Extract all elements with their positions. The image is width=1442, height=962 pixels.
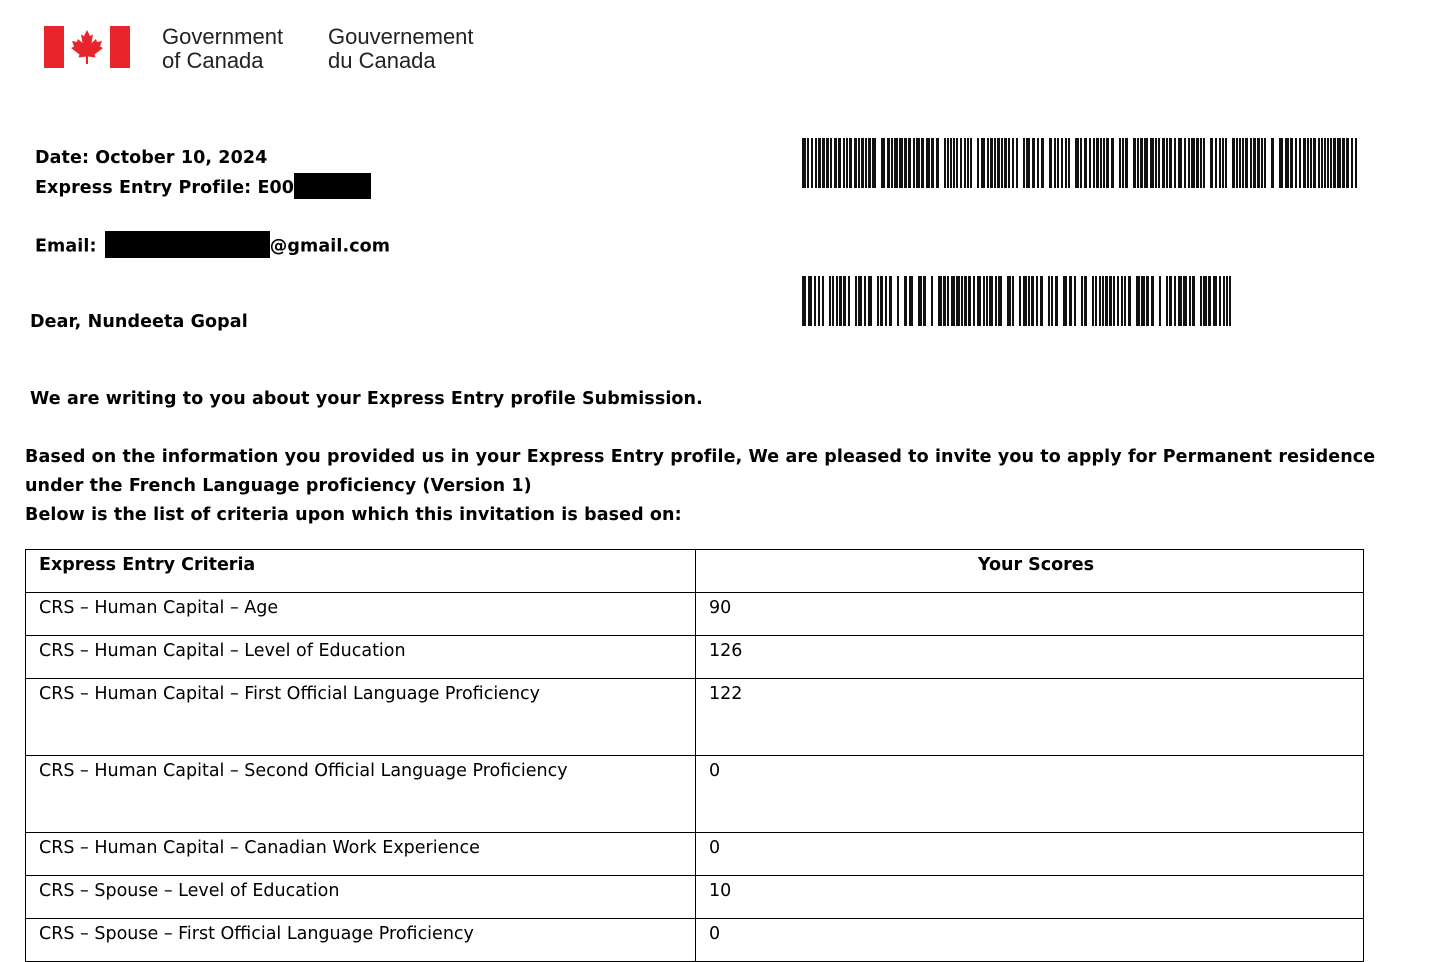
barcode-bar — [1031, 276, 1034, 326]
barcode-bar — [1125, 138, 1128, 188]
government-of-canada-wordmark-en — [162, 25, 283, 73]
barcode-bar — [1023, 276, 1027, 326]
barcode-bar — [1096, 138, 1099, 188]
barcode-bar — [1150, 138, 1154, 188]
barcode-bar — [1102, 276, 1104, 326]
barcode-bar — [1133, 138, 1136, 188]
barcode-bar — [1019, 276, 1021, 326]
barcode-bar — [1236, 138, 1238, 188]
barcode-bar — [1032, 138, 1035, 188]
barcode-bar — [1057, 138, 1059, 188]
barcode-bar — [1081, 276, 1083, 326]
redaction-bar — [294, 173, 371, 199]
barcode-bar — [1330, 138, 1332, 188]
barcode-bar — [897, 276, 899, 326]
barcode-bar — [881, 138, 885, 188]
barcode-bar — [947, 276, 949, 326]
intro-paragraph: We are writing to you about your Express Entry profile Submission. — [30, 389, 703, 409]
score-cell: 10 — [696, 876, 1364, 919]
barcode-bar — [1122, 138, 1124, 188]
barcode-bar — [1253, 138, 1256, 188]
barcode-bar — [1239, 138, 1241, 188]
body-line-1: Based on the information you provided us in your Express Entry profile, We are pleased to invite you to apply for Permanent residence — [25, 447, 1376, 467]
barcode-bar — [843, 276, 846, 326]
barcode-bar — [967, 138, 969, 188]
barcode-bar — [818, 276, 820, 326]
barcode-bar — [1084, 276, 1087, 326]
barcode-bar — [1124, 276, 1126, 326]
barcode-bar — [970, 138, 972, 188]
barcode-bar — [1144, 138, 1148, 188]
barcode-bar — [1004, 138, 1007, 188]
government-of-canada-wordmark-fr — [328, 25, 474, 73]
barcode-bar — [1355, 138, 1357, 188]
barcode-bar — [947, 138, 949, 188]
barcode-bar — [1068, 138, 1070, 188]
barcode-bar — [1128, 276, 1131, 326]
barcode-bar — [1324, 138, 1326, 188]
criteria-cell: CRS – Human Capital – Level of Education — [26, 636, 696, 679]
barcode-bar — [872, 138, 876, 188]
barcode-bar — [1351, 138, 1353, 188]
barcode-bar — [818, 138, 821, 188]
barcode-bar — [904, 276, 907, 326]
barcode-bar — [909, 276, 913, 326]
barcode-bar — [868, 138, 871, 188]
body-line-2: under the French Language proficiency (Version 1) — [25, 476, 532, 496]
barcode-bar — [936, 138, 939, 188]
barcode-bar — [1245, 138, 1248, 188]
barcode-bar — [1121, 276, 1123, 326]
barcode-bar — [815, 138, 817, 188]
barcode-bar — [1141, 276, 1145, 326]
barcode-bar — [1051, 276, 1053, 326]
barcode-bar — [986, 276, 988, 326]
barcode-bar — [1337, 138, 1341, 188]
barcode-bar — [1048, 276, 1050, 326]
barcode-bar — [1226, 276, 1228, 326]
barcode-bar — [1080, 138, 1082, 188]
barcode-bar — [826, 138, 829, 188]
table-row — [26, 876, 1364, 919]
barcode-bar — [1290, 138, 1293, 188]
barcode-bar — [1219, 138, 1221, 188]
barcode-bar — [1271, 138, 1274, 188]
barcode-bar — [951, 276, 955, 326]
barcode-bar — [1327, 138, 1329, 188]
barcode-bar — [1162, 138, 1165, 188]
barcode-bar — [989, 276, 993, 326]
barcode-bar — [1099, 276, 1101, 326]
criteria-score-table — [25, 549, 1364, 962]
barcode-bar — [1049, 138, 1052, 188]
barcode-bar — [839, 276, 842, 326]
barcode-bar — [1196, 138, 1199, 188]
barcode-bar — [1023, 138, 1025, 188]
barcode-bar — [1178, 276, 1182, 326]
email-suffix: @gmail.com — [269, 236, 391, 257]
barcode-bar — [807, 138, 809, 188]
barcode-bar — [1299, 138, 1301, 188]
barcode-bar — [1342, 138, 1345, 188]
wordmark-en-line1: Government — [162, 24, 284, 49]
barcode-bar — [1166, 138, 1168, 188]
barcode-bar — [846, 138, 848, 188]
redaction-bar — [105, 231, 270, 258]
wordmark-fr-line1: Gouvernement — [328, 24, 474, 49]
barcode-bar — [1008, 138, 1010, 188]
barcode-bar — [981, 138, 985, 188]
barcode-bar — [1016, 138, 1018, 188]
barcode-bar — [1222, 138, 1224, 188]
barcode-bar — [1158, 138, 1160, 188]
barcode-bar — [1037, 138, 1039, 188]
barcode-bar — [1264, 138, 1266, 188]
barcode-bar — [829, 276, 831, 326]
criteria-cell: CRS – Spouse – First Official Language Proficiency — [26, 919, 696, 962]
score-cell: 126 — [696, 636, 1364, 679]
barcode-bar — [987, 138, 989, 188]
canada-flag-icon — [44, 26, 130, 68]
barcode-bar — [964, 138, 966, 188]
wordmark-fr-line2: du Canada — [328, 48, 436, 73]
barcode-bar — [1089, 138, 1091, 188]
barcode-bar — [1295, 138, 1297, 188]
barcode-bar — [832, 276, 834, 326]
barcode-bar — [968, 276, 971, 326]
barcode-bar — [1040, 276, 1043, 326]
barcode-bar — [1219, 276, 1221, 326]
table-row — [26, 833, 1364, 876]
barcode-bar — [1261, 138, 1263, 188]
score-cell: 0 — [696, 919, 1364, 962]
score-cell: 122 — [696, 679, 1364, 756]
barcode-bar — [1113, 276, 1115, 326]
barcode-bar — [1225, 138, 1227, 188]
barcode-bar — [1229, 276, 1231, 326]
salutation: Dear, Nundeeta Gopal — [30, 312, 248, 332]
barcode-bar — [822, 276, 824, 326]
barcode-bar — [843, 138, 845, 188]
barcode-graphic — [802, 276, 1238, 326]
barcode-bar — [997, 138, 1000, 188]
barcode-bar — [838, 138, 841, 188]
barcode-bar — [1103, 138, 1105, 188]
barcode-bar — [861, 138, 864, 188]
barcode-bar — [802, 276, 806, 326]
criteria-cell: CRS – Human Capital – First Official Language Proficiency — [26, 679, 696, 756]
barcode-bar — [998, 276, 1002, 326]
barcode-bar — [1346, 138, 1349, 188]
barcode-bar — [865, 138, 867, 188]
barcode-bar — [1183, 276, 1187, 326]
barcode-bar — [877, 276, 879, 326]
barcode-bar — [953, 138, 955, 188]
barcode-bar — [894, 138, 898, 188]
barcode-bar — [848, 276, 850, 326]
barcode-bar — [956, 138, 958, 188]
barcode-bar — [1188, 138, 1190, 188]
barcode-bar — [855, 276, 857, 326]
barcode-bar — [1065, 138, 1067, 188]
profile-label: Express Entry Profile: E00 — [35, 178, 295, 198]
table-header-row — [26, 550, 1364, 593]
barcode-bar — [931, 276, 933, 326]
barcode-bar — [977, 276, 981, 326]
barcode-bar — [849, 138, 852, 188]
barcode-bar — [1084, 138, 1087, 188]
table-row — [26, 636, 1364, 679]
barcode-bar — [1178, 138, 1182, 188]
barcode-bar — [1285, 138, 1289, 188]
barcode-bar — [1074, 276, 1076, 326]
barcode-bar — [1136, 276, 1140, 326]
barcode-bar — [1092, 276, 1094, 326]
barcode-bar — [956, 276, 960, 326]
barcode-bar — [1200, 276, 1202, 326]
barcode-bar — [1189, 276, 1191, 326]
barcode-bar — [836, 276, 838, 326]
barcode-bar — [1232, 138, 1235, 188]
barcode-bar — [950, 138, 952, 188]
barcode-bar — [1169, 276, 1172, 326]
body-line-3: Below is the list of criteria upon which this invitation is based on: — [25, 505, 682, 525]
barcode-bar — [885, 276, 887, 326]
barcode-graphic — [802, 138, 1360, 188]
email-label: Email: — [35, 236, 97, 257]
barcode-bar — [1257, 138, 1260, 188]
barcode-bar — [1061, 138, 1063, 188]
barcode-bar — [1333, 138, 1336, 188]
barcode-bar — [887, 138, 890, 188]
wordmark-en-line2: of Canada — [162, 48, 264, 73]
barcode-bar — [1028, 276, 1030, 326]
barcode-bar — [1200, 138, 1202, 188]
barcode-bar — [1151, 276, 1154, 326]
barcode-bar — [1055, 276, 1058, 326]
barcode-bar — [973, 276, 975, 326]
barcode-bar — [938, 276, 942, 326]
barcode-bar — [1192, 276, 1195, 326]
barcode-bar — [1250, 138, 1252, 188]
table-row — [26, 919, 1364, 962]
barcode-bar — [1026, 138, 1030, 188]
barcode-bar — [931, 138, 934, 188]
criteria-cell: CRS – Human Capital – Canadian Work Experience — [26, 833, 696, 876]
barcode-bar — [1146, 276, 1149, 326]
barcode-bar — [1093, 138, 1095, 188]
barcode-bar — [1155, 138, 1157, 188]
barcode-bar — [802, 138, 806, 188]
table-row — [26, 593, 1364, 636]
barcode-bar — [913, 138, 915, 188]
criteria-cell: CRS – Human Capital – Second Official Language Proficiency — [26, 756, 696, 833]
barcode-bar — [977, 138, 979, 188]
barcode-bar — [1063, 276, 1067, 326]
barcode-bar — [891, 138, 893, 188]
barcode-bar — [1169, 138, 1172, 188]
table-row — [26, 756, 1364, 833]
barcode-bar — [961, 276, 963, 326]
barcode-bar — [811, 138, 813, 188]
barcode-bar — [854, 138, 857, 188]
barcode-bar — [1242, 138, 1244, 188]
barcode-bar — [918, 276, 922, 326]
criteria-cell: CRS – Human Capital – Age — [26, 593, 696, 636]
barcode-bar — [1174, 276, 1176, 326]
barcode-bar — [1117, 276, 1119, 326]
barcode-bar — [1075, 138, 1079, 188]
barcode-bar — [1106, 138, 1109, 188]
barcode-bar — [834, 138, 837, 188]
barcode-bar — [921, 138, 924, 188]
barcode-bar — [923, 276, 926, 326]
barcode-bar — [899, 138, 903, 188]
barcode-bar — [822, 138, 825, 188]
barcode-bar — [1100, 138, 1102, 188]
barcode-bar — [814, 276, 816, 326]
barcode-bar — [1223, 276, 1225, 326]
barcode-bar — [995, 276, 997, 326]
criteria-cell: CRS – Spouse – Level of Education — [26, 876, 696, 919]
email-line — [35, 235, 390, 258]
barcode-bar — [926, 138, 930, 188]
barcode-bar — [994, 138, 996, 188]
barcode-bar — [1215, 138, 1217, 188]
barcode-bar — [916, 138, 920, 188]
barcode-bar — [904, 138, 907, 188]
barcode-bar — [983, 276, 985, 326]
barcode-bar — [1140, 138, 1143, 188]
barcode-bar — [808, 276, 812, 326]
barcode-bar — [1109, 276, 1112, 326]
barcode-bar — [1159, 276, 1161, 326]
score-cell: 90 — [696, 593, 1364, 636]
barcode-bar — [1166, 276, 1168, 326]
barcode-bar — [830, 138, 832, 188]
barcode-bar — [1303, 138, 1306, 188]
barcode-bar — [1111, 138, 1114, 188]
barcode-bar — [1313, 138, 1316, 188]
barcode-bar — [1105, 276, 1108, 326]
barcode-bar — [1307, 138, 1309, 188]
score-cell: 0 — [696, 833, 1364, 876]
barcode-bar — [1137, 138, 1139, 188]
barcode-bar — [880, 276, 883, 326]
score-cell: 0 — [696, 756, 1364, 833]
barcode-bar — [1174, 138, 1176, 188]
barcode-bar — [1012, 276, 1014, 326]
barcode-bar — [1119, 138, 1121, 188]
table-row — [26, 679, 1364, 756]
barcode-bar — [1191, 138, 1195, 188]
barcode-bar — [1203, 138, 1205, 188]
barcode-bar — [944, 138, 946, 188]
barcode-bar — [1210, 138, 1213, 188]
barcode-bar — [889, 276, 892, 326]
barcode-bar — [1054, 138, 1056, 188]
barcode-bar — [1208, 276, 1211, 326]
barcode-bar — [960, 138, 962, 188]
barcode-bar — [1036, 276, 1038, 326]
barcode-bar — [1095, 276, 1097, 326]
barcode-bar — [1069, 276, 1072, 326]
column-header-criteria: Express Entry Criteria — [26, 550, 696, 593]
barcode-bar — [990, 138, 993, 188]
barcode-bar — [858, 138, 860, 188]
barcode-bar — [864, 276, 866, 326]
barcode-bar — [1310, 138, 1312, 188]
barcode-bar — [1007, 276, 1011, 326]
barcode-bar — [908, 138, 911, 188]
barcode-bar — [964, 276, 967, 326]
barcode-bar — [1321, 138, 1323, 188]
barcode-bar — [868, 276, 872, 326]
barcode-bar — [1279, 138, 1283, 188]
barcode-bar — [1184, 138, 1186, 188]
barcode-bar — [1213, 276, 1217, 326]
barcode-bar — [1203, 276, 1207, 326]
barcode-bar — [1012, 138, 1014, 188]
column-header-scores: Your Scores — [696, 550, 1364, 593]
barcode-bar — [1001, 138, 1003, 188]
barcode-bar — [943, 276, 946, 326]
barcode-bar — [858, 276, 862, 326]
date-line: Date: October 10, 2024 — [35, 148, 268, 168]
barcode-bar — [1041, 138, 1044, 188]
barcode-bar — [1318, 138, 1320, 188]
profile-line — [35, 177, 371, 199]
